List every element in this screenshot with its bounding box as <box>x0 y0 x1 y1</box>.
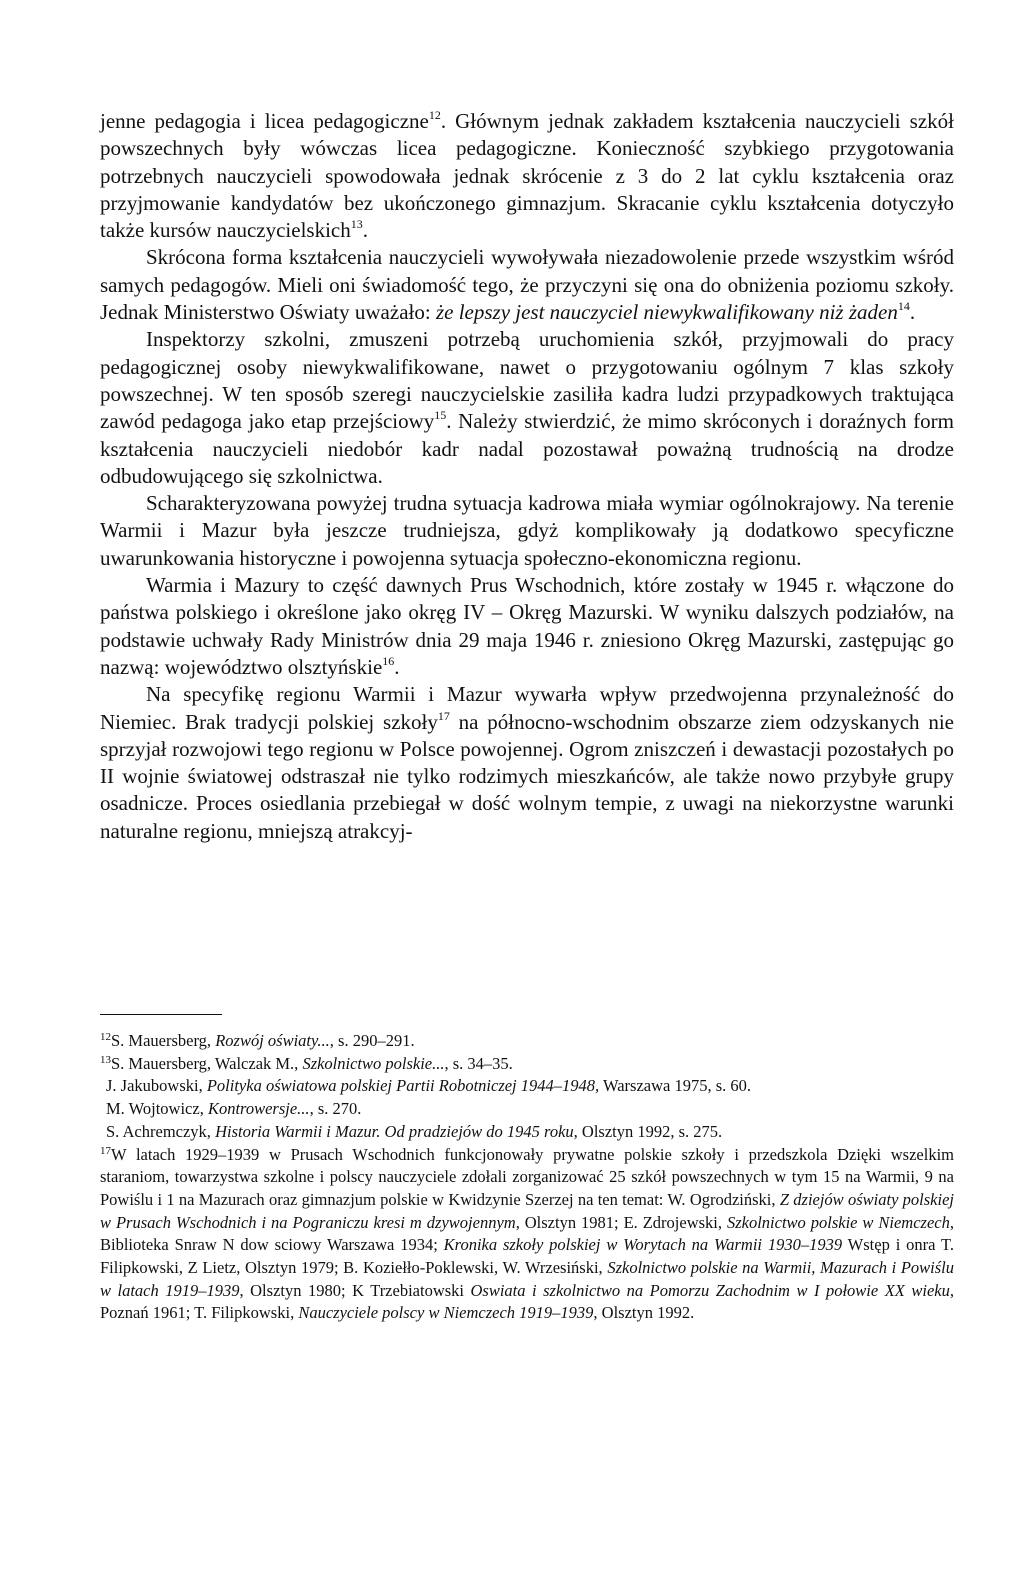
text-run: . Głównym jednak zakładem kształcenia nauczycieli szkół powszechnych były wówczas licea pedagogiczne. Konieczność szybkiego przygotowania potrzebnych nauczycieli spowodowała jednak skrócenie z 3 do 2 lat cyklu kształcenia oraz przyjmowanie kandydatów bez ukończonego gimnazjum. Skracanie cyklu kształcenia dotyczyło także kursów nauczycielskich <box>100 109 954 243</box>
footnote-reference: 15 <box>434 408 447 423</box>
text-run: . <box>362 218 368 243</box>
text-run: Skrócona forma kształcenia nauczycieli wywoływała niezadowolenie przede wszystkim wśród samych pedagogów. Mieli oni świadomość tego, że przyczyni się ona do obniżenia poziomu szkoły. Jednak Ministerstwo Oświaty uważało: <box>100 245 954 325</box>
text-run: M. Wojtowicz, <box>106 1099 208 1119</box>
paragraph <box>100 326 954 490</box>
italic-text: że lepszy jest nauczyciel niewykwalifikowany niż żaden <box>435 300 898 325</box>
footnote <box>100 1053 954 1076</box>
text-run: , s. 34–35. <box>444 1053 513 1073</box>
footnote-number: 13 <box>100 1053 111 1066</box>
italic-text: Oswiata i szkolnictwo na Pomorzu Zachodnim w I połowie XX wieku <box>470 1280 950 1300</box>
paragraph <box>100 681 954 845</box>
text-run: Warszawa 1975, s. 60. <box>599 1076 752 1096</box>
footnote-number: 17 <box>100 1144 111 1157</box>
text-run: W latach 1929–1939 w Prusach Wschodnich funkcjonowały prywatne polskie szkoły i przedszkola Dzięki wszelkim staraniom, towarzystwa szkolne i polscy nauczyciele zdołali zorganizować 25 szkół powszechnych w tym 15 na Warmii, 9 na Powiślu i 1 na Mazurach oraz gimnazjum polskie w Kwidzynie Szerzej na ten temat: W. Ogrodziński, <box>100 1144 954 1209</box>
text-run: Warmia i Mazury to część dawnych Prus Wschodnich, które zostały w 1945 r. włączone do państwa polskiego i określone jako okręg IV – Okręg Mazurski. W wyniku dalszych podziałów, na podstawie uchwały Rady Ministrów dnia 29 maja 1946 r. zniesiono Okręg Mazurski, zastępując go nazwą: województwo olsztyńskie <box>100 573 954 679</box>
footnote-reference: 16 <box>382 653 395 668</box>
paragraph <box>100 244 954 326</box>
text-run: S. Mauersberg, Walczak M., <box>111 1053 303 1073</box>
footnote-reference: 13 <box>350 217 363 232</box>
footnote <box>100 1144 954 1326</box>
footnote-number: 12 <box>100 1031 111 1043</box>
paragraph <box>100 108 954 244</box>
text-run: Na specyfikę regionu Warmii i Mazur wywarła wpływ przedwojenna przynależność do Niemiec. Brak tradycji polskiej szkoły <box>100 682 954 734</box>
italic-text: Kontrowersje... <box>207 1099 310 1119</box>
text-run: , s. 270. <box>309 1099 362 1119</box>
italic-text: Rozwój oświaty... <box>215 1031 330 1050</box>
italic-text: Nauczyciele polscy w Niemczech 1919–1939 <box>298 1303 594 1323</box>
page-body <box>100 108 954 845</box>
italic-text: Polityka oświatowa polskiej Partii Robotniczej 1944–1948, <box>206 1076 600 1096</box>
text-run: Inspektorzy szkolni, zmuszeni potrzebą uruchomienia szkół, przyjmowali do pracy pedagogicznej osoby niewykwalifikowane, nawet o przygotowaniu ogólnym 7 klas szkoły powszechnej. W ten sposób szeregi nauczycielskie zasiliła kadra ludzi przypadkowych traktująca zawód pedagoga jako etap przejściowy <box>100 327 954 434</box>
footnote-reference: 14 <box>897 299 910 314</box>
main-text <box>100 108 954 845</box>
footnote <box>100 1030 954 1053</box>
paragraph <box>100 490 954 572</box>
text-run: J. Jakubowski, <box>106 1076 207 1096</box>
text-run: jenne pedagogia i licea pedagogiczne <box>100 109 429 133</box>
footnote-reference: 17 <box>437 708 450 723</box>
text-run: , Poznań 1961; T. Filipkowski, <box>100 1280 954 1323</box>
footnotes <box>100 1030 954 1325</box>
text-run: . <box>909 300 916 325</box>
text-run: na północno-wschodnim obszarze ziem odzyskanych nie sprzyjał rozwojowi tego regionu w Polsce powojennej. Ogrom zniszczeń i dewastacji pozostałych po II wojnie światowej odstraszał nie tylko rodzimych mieszkańców, ale także nowo przybyłe grupy osadnicze. Proces osiedlania przebiegał w dość wolnym tempie, z uwagi na niekorzystne warunki naturalne regionu, mniejszą atrakcyj- <box>100 709 954 843</box>
text-run: Scharakteryzowana powyżej trudna sytuacja kadrowa miała wymiar ogólnokrajowy. Na terenie Warmii i Mazur była jeszcze trudniejsza, gdyż komplikowały ją dodatkowo specyficzne uwarunkowania historyczne i powojenna sytuacja społeczno-ekonomiczna regionu. <box>100 491 954 570</box>
text-run: , Olsztyn 1981; E. Zdrojewski, <box>515 1212 727 1232</box>
text-run: , Olsztyn 1992. <box>593 1303 695 1323</box>
text-run: Wstęp i onra T. Filipkowski, Z Lietz, Olsztyn 1979; B. Koziełło-Poklewski, W. Wrzesiński, <box>100 1235 954 1278</box>
text-run: . <box>394 654 400 679</box>
text-run: S. Mauersberg, <box>111 1031 216 1050</box>
italic-text: Szkolnictwo polskie... <box>302 1053 445 1073</box>
text-run: S. Achremczyk, <box>106 1121 216 1141</box>
footnote-reference: 12 <box>428 108 441 122</box>
text-run: , Olsztyn 1992, s. 275. <box>573 1121 723 1141</box>
italic-text: Historia Warmii i Mazur. Od pradziejów do 1945 roku <box>215 1121 574 1141</box>
text-run: , Olsztyn 1980; K Trzebiatowski <box>239 1280 471 1300</box>
italic-text: Szkolnictwo polskie w Niemczech <box>726 1212 950 1232</box>
italic-text: Kronika szkoły polskiej w Worytach na Warmii 1930–1939 <box>443 1235 843 1255</box>
text-run: . Należy stwierdzić, że mimo skróconych i doraźnych form kształcenia nauczycieli niedobór kadr nadal pozostawał poważną trudnością na drodze odbudowującego się szkolnictwa. <box>100 409 954 488</box>
footnote <box>100 1075 954 1098</box>
footnote <box>100 1121 954 1144</box>
footnote <box>100 1098 954 1121</box>
footnote-divider <box>100 1014 222 1015</box>
paragraph <box>100 572 954 681</box>
text-run: , s. 290–291. <box>329 1031 415 1050</box>
italic-text: Z dziejów oświaty polskiej w Prusach Wschodnich i na Pograniczu kresi m dzywojennym <box>100 1189 955 1232</box>
text-run: , Biblioteka Snraw N dow sciowy Warszawa 1934; <box>100 1212 954 1255</box>
italic-text: Szkolnictwo polskie na Warmii, Mazurach i Powiślu w latach 1919–1939 <box>100 1258 954 1300</box>
